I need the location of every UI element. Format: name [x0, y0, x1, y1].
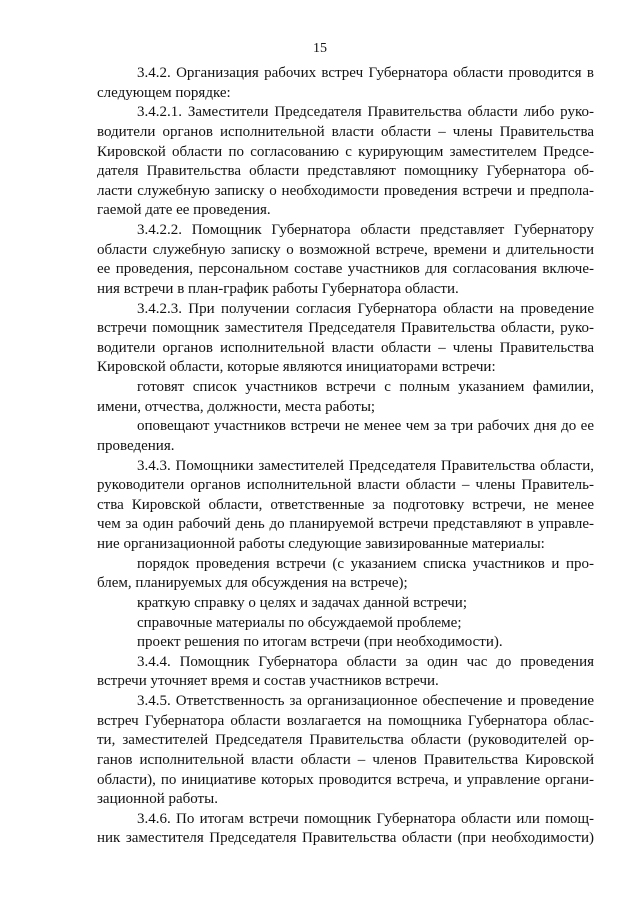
text-line: встречи уточняет время и состав участников встречи. [97, 673, 439, 690]
text-line: 3.4.5. Ответственность за организационное обеспечение и проведение [137, 693, 594, 709]
text-line: готовят список участников встречи с полным указанием фамилии, [137, 379, 594, 395]
text-line: области), по инициативе которых проводится встреча, и управление органи- [97, 771, 594, 788]
text-line: встречи помощник заместителя Председателя Правительства области, руко- [97, 320, 594, 337]
text-line: имени, отчества, должности, места работы; [97, 398, 376, 415]
text-line: Кировской области по согласованию с курирующим заместителем Предсе- [97, 143, 594, 160]
text-line: Кировской области, которые являются инициаторами встречи: [97, 359, 496, 376]
text-line: зационной работы. [97, 791, 218, 808]
text-line: 3.4.3. Помощники заместителей Председателя Правительства области, [137, 457, 594, 474]
text-line: ник заместителя Председателя Правительства области (при необходимости) [97, 830, 594, 847]
text-line: области служебную записку о возможной встрече, времени и длительности [97, 241, 594, 258]
text-line: ния встречи в план-график работы Губернатора области. [97, 280, 459, 297]
text-line: следующем порядке: [97, 84, 231, 101]
text-line: водители органов исполнительной власти области – члены Правительства [97, 339, 594, 356]
text-line: 3.4.2. Организация рабочих встреч Губернатора области проводится в [137, 65, 594, 81]
page-number: 15 [313, 41, 327, 56]
text-line: проект решения по итогам встречи (при необходимости). [137, 634, 503, 651]
document-body [97, 64, 594, 849]
text-line: порядок проведения встречи (с указанием списка участников и про- [137, 555, 594, 572]
text-line: ти, заместителей Председателя Правительства области (руководителей ор- [97, 732, 594, 749]
text-line: справочные материалы по обсуждаемой проблеме; [137, 614, 462, 631]
text-line: 3.4.6. По итогам встречи помощник Губернатора области или помощ- [137, 810, 594, 827]
text-line: краткую справку о целях и задачах данной встречи; [137, 594, 467, 611]
text-line: 3.4.2.2. Помощник Губернатора области представляет Губернатору [137, 222, 594, 238]
text-line: гаемой дате ее проведения. [97, 202, 271, 219]
text-line: ства Кировской области, ответственные за подготовку встречи, не менее [97, 496, 594, 513]
text-line: блем, планируемых для обсуждения на встрече); [97, 575, 408, 592]
text-line: чем за один рабочий день до планируемой встречи представляют в управле- [97, 516, 594, 533]
text-line: 3.4.4. Помощник Губернатора области за один час до проведения [137, 653, 594, 670]
text-line: ние организационной работы следующие завизированные материалы: [97, 536, 545, 552]
text-line: руководители органов исполнительной власти области – члены Правитель- [97, 477, 594, 494]
text-line: встреч Губернатора области возлагается на помощника Губернатора облас- [97, 712, 594, 729]
text-line: дателя Правительства области представляют помощнику Губернатора об- [97, 163, 594, 180]
text-line: водители органов исполнительной власти области – члены Правительства [97, 123, 594, 140]
text-line: ганов исполнительной власти области – членов Правительства Кировской [97, 751, 594, 768]
text-line: 3.4.2.3. При получении согласия Губернатора области на проведение [137, 300, 594, 317]
text-line: ласти служебную записку о необходимости проведения встречи и предпола- [97, 182, 594, 199]
text-line: 3.4.2.1. Заместители Председателя Правительства области либо руко- [137, 104, 594, 121]
text-line: ее проведения, персональном составе участников для согласования включе- [97, 261, 594, 278]
text-line: проведения. [97, 437, 175, 454]
text-line: оповещают участников встречи не менее чем за три рабочих дня до ее [137, 418, 594, 435]
